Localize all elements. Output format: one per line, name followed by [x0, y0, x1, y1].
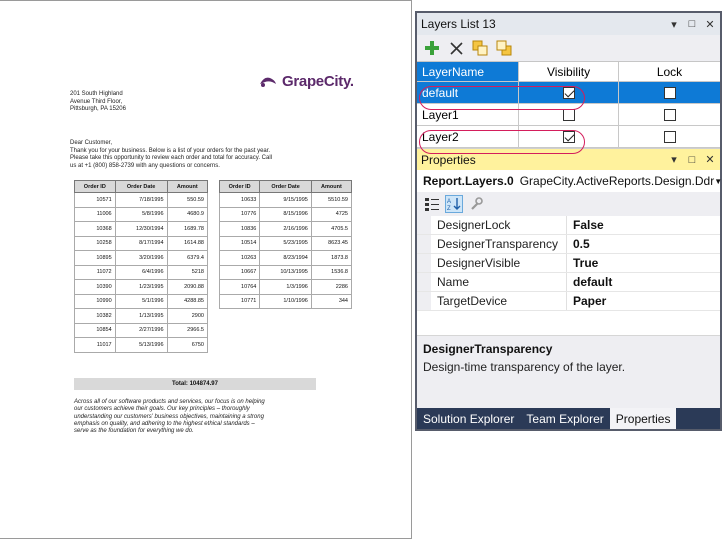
tab-properties[interactable]: Properties — [610, 408, 677, 429]
property-value[interactable]: False — [573, 218, 604, 232]
layers-grid — [417, 61, 720, 148]
order-row — [220, 236, 352, 251]
order-row — [75, 207, 208, 222]
order-row — [75, 251, 208, 266]
svg-text:Z: Z — [447, 206, 451, 212]
amount-cell: 8623.45 — [311, 236, 351, 251]
property-gutter — [417, 273, 431, 291]
order-date-cell: 10/13/1995 — [260, 265, 312, 280]
order-date-cell: 7/18/1995 — [115, 193, 167, 208]
order-date-cell: 1/3/1996 — [260, 280, 312, 295]
layer-row[interactable] — [417, 104, 720, 126]
layers-toolbar — [417, 35, 720, 61]
order-row — [75, 338, 208, 353]
property-value[interactable]: 0.5 — [573, 237, 590, 251]
amount-cell: 2090.88 — [167, 280, 207, 295]
column-header: Amount — [167, 181, 207, 193]
object-type: GrapeCity.ActiveReports.Design.Ddr — [519, 174, 715, 188]
order-row — [220, 280, 352, 295]
order-row — [75, 236, 208, 251]
order-id-cell: 10776 — [220, 207, 260, 222]
order-id-cell: 10514 — [220, 236, 260, 251]
amount-cell: 1536.8 — [311, 265, 351, 280]
closing-line: emphasis on quality, and adhering to the highest ethical standards – — [74, 420, 255, 427]
amount-cell: 550.59 — [167, 193, 207, 208]
letter-line: Thank you for your business. Below is a list of your orders for the past year. — [70, 147, 271, 154]
order-id-cell: 10764 — [220, 280, 260, 295]
order-date-cell: 12/30/1994 — [115, 222, 167, 237]
amount-cell: 6750 — [167, 338, 207, 353]
amount-cell: 1873.8 — [311, 251, 351, 266]
order-row — [220, 251, 352, 266]
amount-cell: 4680.9 — [167, 207, 207, 222]
column-header: Amount — [311, 181, 351, 193]
order-row — [220, 193, 352, 208]
order-id-cell: 10990 — [75, 294, 116, 309]
chevron-down-icon[interactable]: ▼ — [714, 176, 723, 186]
dropdown-arrow-icon[interactable]: ▾ — [671, 18, 677, 31]
amount-cell: 2900 — [167, 309, 207, 324]
orders-right-body — [220, 193, 352, 309]
amount-cell: 1614.88 — [167, 236, 207, 251]
order-id-cell: 10771 — [220, 294, 260, 309]
column-header: Order Date — [260, 181, 312, 193]
order-id-cell: 11006 — [75, 207, 116, 222]
header-layername[interactable]: LayerName — [417, 62, 519, 81]
property-value[interactable]: Paper — [573, 294, 607, 308]
property-name: DesignerVisible — [431, 254, 567, 272]
property-description — [417, 335, 720, 387]
amount-cell: 2966.5 — [167, 323, 207, 338]
logo-text: GrapeCity. — [282, 72, 354, 90]
lock-checkbox[interactable] — [664, 109, 676, 121]
property-grid-empty — [417, 311, 720, 335]
closing-line: understanding our customers' business objectives, maintaining a strong — [74, 413, 264, 420]
order-id-cell: 10633 — [220, 193, 260, 208]
order-id-cell: 10854 — [75, 323, 116, 338]
column-header: Order Date — [115, 181, 167, 193]
order-date-cell: 1/13/1995 — [115, 309, 167, 324]
order-row — [75, 280, 208, 295]
order-row — [220, 265, 352, 280]
address-block — [70, 91, 126, 114]
amount-cell: 5510.59 — [311, 193, 351, 208]
maximize-icon[interactable]: □ — [688, 153, 696, 166]
tool-window-tabs — [417, 408, 720, 429]
property-name: TargetDevice — [431, 292, 567, 310]
layers-list-titlebar — [417, 13, 720, 35]
page-border-right — [411, 0, 412, 539]
property-gutter — [417, 235, 431, 253]
property-row[interactable] — [417, 216, 720, 235]
order-date-cell: 5/8/1996 — [115, 207, 167, 222]
layer-row[interactable] — [417, 82, 720, 104]
order-id-cell: 10382 — [75, 309, 116, 324]
order-date-cell: 5/1/1996 — [115, 294, 167, 309]
description-title: DesignerTransparency — [423, 342, 553, 356]
description-text: Design-time transparency of the layer. — [423, 360, 626, 374]
property-row[interactable] — [417, 235, 720, 254]
property-value[interactable]: default — [573, 275, 613, 289]
order-date-cell: 1/10/1996 — [260, 294, 312, 309]
address-line: Avenue Third Floor, — [70, 98, 123, 105]
properties-title: Properties — [421, 152, 476, 167]
amount-cell: 1689.78 — [167, 222, 207, 237]
properties-titlebar — [417, 148, 720, 170]
order-date-cell: 5/13/1996 — [115, 338, 167, 353]
properties-toolbar — [417, 192, 720, 216]
visibility-checkbox[interactable] — [563, 87, 575, 99]
layer-name[interactable]: Layer1 — [417, 104, 519, 125]
order-id-cell: 10667 — [220, 265, 260, 280]
address-line: 201 South Highland — [70, 91, 123, 97]
property-name: DesignerLock — [431, 216, 567, 234]
object-selector[interactable] — [417, 170, 723, 192]
property-row[interactable] — [417, 292, 720, 311]
lock-cell — [619, 104, 720, 125]
visibility-checkbox[interactable] — [563, 131, 575, 143]
order-id-cell: 10258 — [75, 236, 116, 251]
order-id-cell: 11017 — [75, 338, 116, 353]
closing-line: serve as the foundation for everything we do. — [74, 428, 194, 435]
tab-solution-explorer[interactable]: Solution Explorer — [423, 411, 515, 426]
column-header: Order ID — [75, 181, 116, 193]
grape-logo-icon — [258, 74, 278, 88]
tab-team-explorer[interactable]: Team Explorer — [526, 411, 604, 426]
orders-table-right — [219, 180, 352, 309]
order-row — [75, 265, 208, 280]
layers-grid-header — [417, 62, 720, 82]
delete-layer-icon[interactable] — [447, 39, 465, 57]
closing-line: our customers achieve their goals. Our key principles – thoroughly — [74, 406, 250, 413]
order-row — [75, 193, 208, 208]
letter-line: Please take this opportunity to review each order and total for accuracy. Call — [70, 155, 272, 161]
order-id-cell: 10836 — [220, 222, 260, 237]
order-date-cell: 5/23/1995 — [260, 236, 312, 251]
wrench-icon[interactable] — [467, 195, 485, 213]
property-row[interactable] — [417, 273, 720, 292]
order-id-cell: 11072 — [75, 265, 116, 280]
property-rows — [417, 216, 720, 311]
column-header: Order ID — [220, 181, 260, 193]
layers-list-title: Layers List 13 — [421, 17, 496, 31]
amount-cell: 6379.4 — [167, 251, 207, 266]
property-row[interactable] — [417, 254, 720, 273]
company-logo — [258, 71, 354, 91]
lock-cell — [619, 126, 720, 147]
order-date-cell: 9/15/1995 — [260, 193, 312, 208]
letter-line: us at +1 (800) 858-2739 with any questions or concerns. — [70, 162, 220, 169]
alphabetical-sort-icon[interactable] — [445, 195, 463, 213]
letter-body — [70, 140, 332, 170]
closing-line: Across all of our software products and services, our focus is on helping — [74, 399, 265, 405]
categorized-icon[interactable] — [423, 195, 441, 213]
order-id-cell: 10571 — [75, 193, 116, 208]
order-row — [75, 323, 208, 338]
header-lock[interactable]: Lock — [656, 64, 683, 79]
close-icon[interactable]: ✕ — [705, 18, 715, 31]
property-gutter — [417, 254, 431, 272]
address-line: Pittsburgh, PA 15206 — [70, 106, 126, 112]
order-row — [75, 294, 208, 309]
amount-cell: 4705.5 — [311, 222, 351, 237]
orders-left-body — [75, 193, 208, 353]
tool-window-panel — [415, 11, 722, 431]
svg-text:A: A — [447, 199, 452, 205]
visibility-checkbox[interactable] — [563, 109, 575, 121]
amount-cell: 2286 — [311, 280, 351, 295]
object-name: Report.Layers.0 — [423, 174, 514, 188]
order-date-cell: 2/16/1996 — [260, 222, 312, 237]
visibility-cell — [519, 126, 619, 147]
total-amount: Total: 104874.97 — [74, 378, 316, 390]
amount-cell: 4288.85 — [167, 294, 207, 309]
layer-name[interactable]: default — [417, 82, 519, 103]
dropdown-arrow-icon[interactable]: ▾ — [671, 154, 677, 166]
order-row — [220, 207, 352, 222]
maximize-icon[interactable]: □ — [688, 18, 696, 30]
amount-cell: 5218 — [167, 265, 207, 280]
layer-row[interactable] — [417, 126, 720, 148]
lock-cell — [619, 82, 720, 103]
visibility-cell — [519, 82, 619, 103]
amount-cell: 4725 — [311, 207, 351, 222]
bring-forward-icon[interactable] — [471, 39, 489, 57]
lock-checkbox[interactable] — [664, 131, 676, 143]
order-id-cell: 10895 — [75, 251, 116, 266]
property-value[interactable]: True — [573, 256, 599, 270]
order-date-cell: 8/17/1994 — [115, 236, 167, 251]
order-row — [220, 222, 352, 237]
order-date-cell: 6/4/1996 — [115, 265, 167, 280]
send-backward-icon[interactable] — [495, 39, 513, 57]
lock-checkbox[interactable] — [664, 87, 676, 99]
order-date-cell: 2/27/1996 — [115, 323, 167, 338]
property-name: DesignerTransparency — [431, 235, 567, 253]
property-grid — [417, 216, 720, 335]
property-gutter — [417, 216, 431, 234]
order-id-cell: 10263 — [220, 251, 260, 266]
closing-paragraph — [74, 399, 294, 435]
order-date-cell: 3/20/1996 — [115, 251, 167, 266]
orders-table-left — [74, 180, 208, 353]
letter-line: Dear Customer, — [70, 140, 113, 146]
add-layer-icon[interactable] — [423, 39, 441, 57]
order-row — [75, 309, 208, 324]
amount-cell: 344 — [311, 294, 351, 309]
property-name: Name — [431, 273, 567, 291]
layer-rows — [417, 82, 720, 148]
order-date-cell: 8/15/1996 — [260, 207, 312, 222]
visibility-cell — [519, 104, 619, 125]
header-visibility[interactable]: Visibility — [519, 62, 619, 81]
page-border-top — [0, 0, 412, 1]
order-row — [75, 222, 208, 237]
order-date-cell: 1/23/1995 — [115, 280, 167, 295]
order-id-cell: 10368 — [75, 222, 116, 237]
layer-name[interactable]: Layer2 — [417, 126, 519, 147]
order-date-cell: 8/23/1994 — [260, 251, 312, 266]
order-row — [220, 294, 352, 309]
property-gutter — [417, 292, 431, 310]
close-icon[interactable]: ✕ — [705, 154, 715, 166]
order-id-cell: 10390 — [75, 280, 116, 295]
